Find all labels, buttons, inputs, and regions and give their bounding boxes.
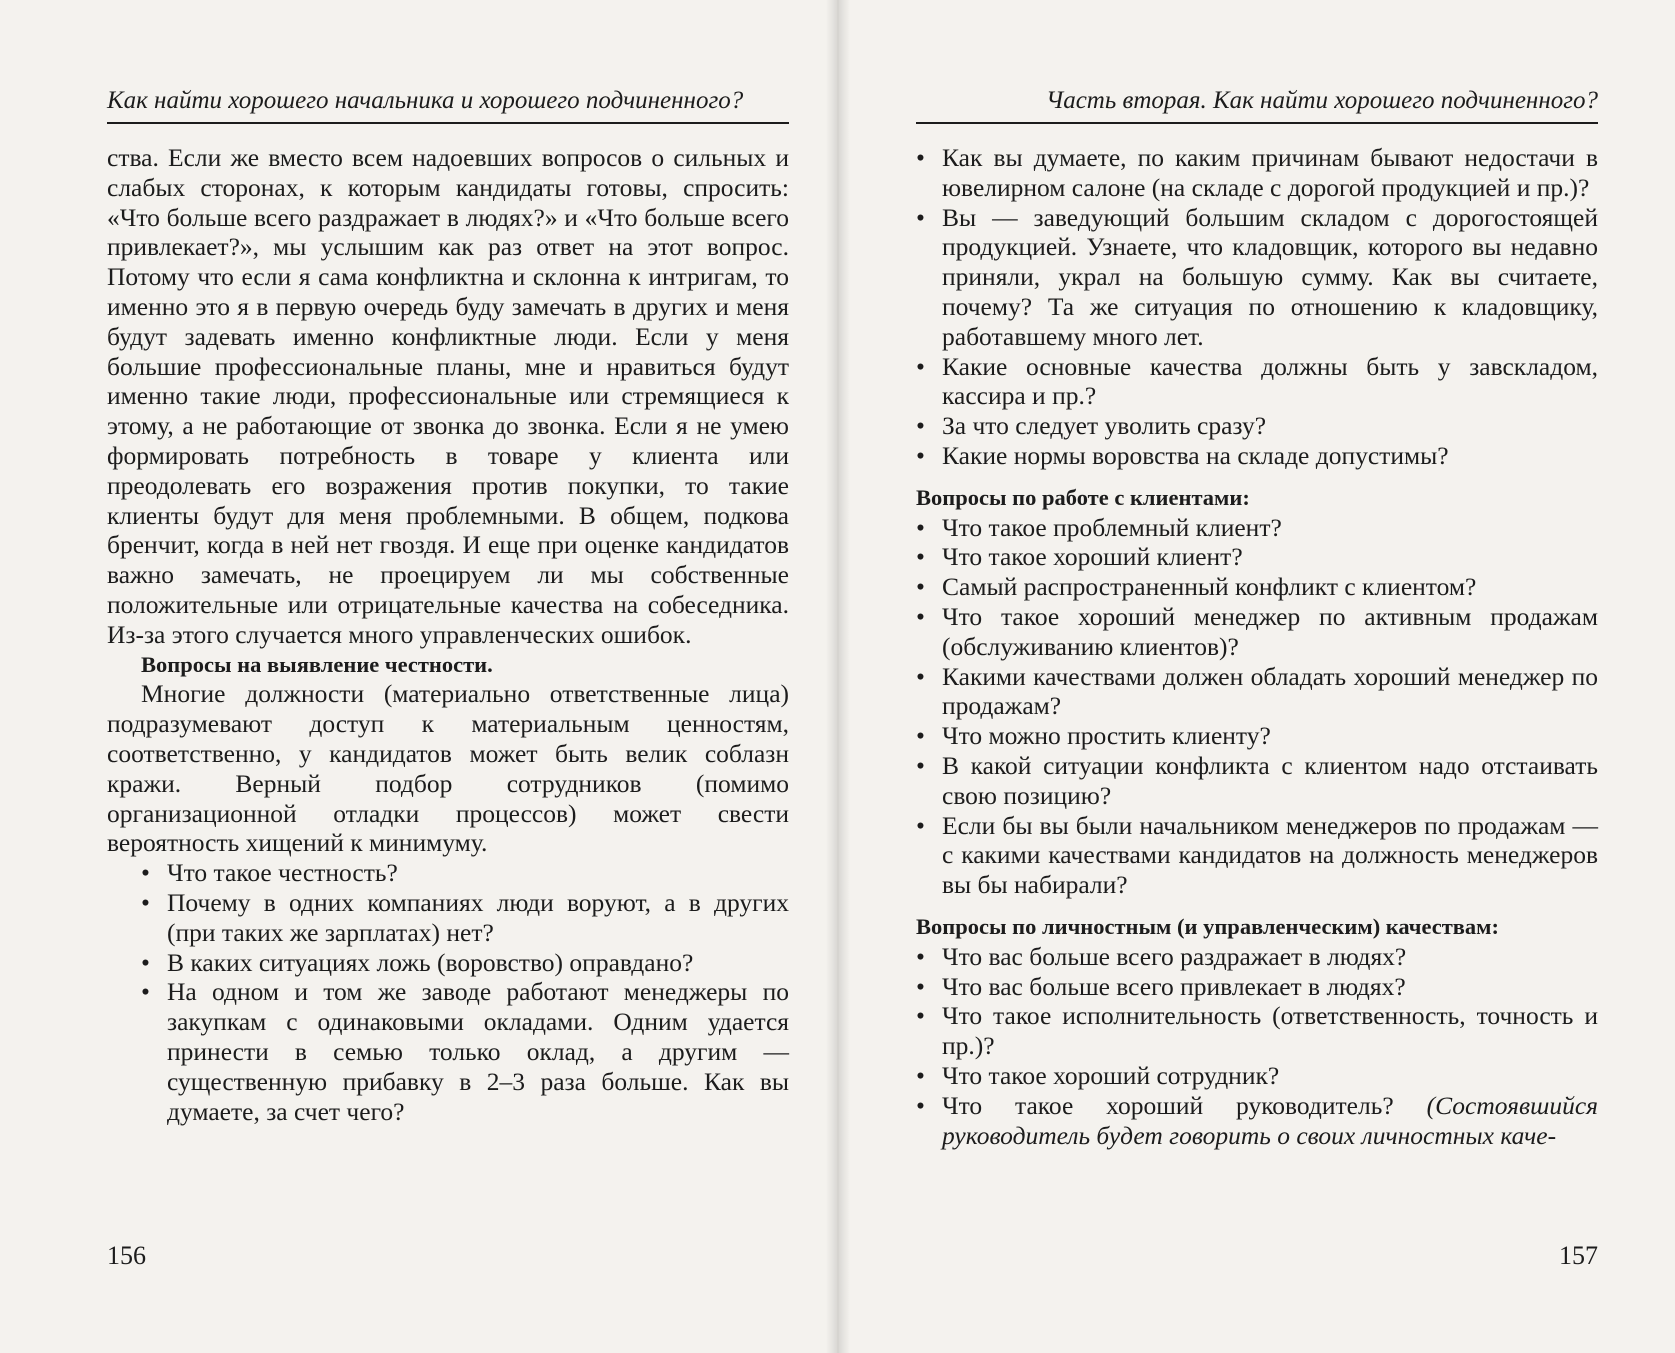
list-item: • Какие основные качества должны быть у завскладом, кассира и пр.? bbox=[916, 352, 1598, 412]
list-item: • На одном и том же заводе работают менеджеры по закупкам с одинаковыми окладами. Одним удается принести в семью только оклад, а другим — существенную прибавку в 2–3 раза больше. Как вы думаете, за счет чего? bbox=[107, 977, 789, 1126]
right-page-body bbox=[916, 143, 1598, 1150]
list-item: • Какие нормы воровства на складе допустимы? bbox=[916, 441, 1598, 471]
list-item: • За что следует уволить сразу? bbox=[916, 411, 1598, 441]
list-item: • Что такое проблемный клиент? bbox=[916, 513, 1598, 543]
list-item: • Почему в одних компаниях люди воруют, а в других (при таких же зарплатах) нет? bbox=[107, 888, 789, 948]
list-item: • Что вас больше всего привлекает в людях? bbox=[916, 972, 1598, 1002]
list-item: • Как вы думаете, по каким причинам бывают недостачи в ювелирном салоне (на складе с дорогой продукцией и пр.)? bbox=[916, 143, 1598, 203]
list-item: • Самый распространенный конфликт с клиентом? bbox=[916, 572, 1598, 602]
list-item: • В каких ситуациях ложь (воровство) оправдано? bbox=[107, 948, 789, 978]
left-bullet-list bbox=[107, 858, 789, 1126]
left-page-number: 156 bbox=[107, 1241, 146, 1270]
last-bullet-text: Что такое хороший руководитель? bbox=[942, 1090, 1427, 1120]
list-item: • Что вас больше всего раздражает в людях? bbox=[916, 942, 1598, 972]
left-subhead-honesty: Вопросы на выявление честности. bbox=[141, 651, 493, 677]
list-item: • Что такое исполнительность (ответственность, точность и пр.)? bbox=[916, 1001, 1598, 1061]
right-subhead-clients: Вопросы по работе с клиентами: bbox=[916, 484, 1250, 510]
right-bullet-list-personal bbox=[916, 942, 1598, 1151]
last-bullet-italic: (Состоявшийся руководитель будет говорить о своих личностных каче- bbox=[942, 1090, 1598, 1150]
left-paragraph-1: ства. Если же вместо всем надоевших вопросов о сильных и слабых сторонах, к которым кандидаты готовы, спросить: «Что больше всего раздражает в людях?» и «Что больше всего привлекает?», мы услышим как раз ответ на этот вопрос. Потому что если я сама конфликтна и склонна к интригам, то именно это я в первую очередь буду замечать в других и меня будут задевать именно конфликтные люди. Если у меня большие профессиональные планы, мне и нравиться будут именно такие люди, профессиональные или стремящиеся к этому, а не работающие от звонка до звонка. Если я не умею формировать потребность в товаре у клиента или преодолевать его возражения против покупки, то такие клиенты будут для меня проблемными. В общем, подкова бренчит, когда в ней нет гвоздя. И еще при оценке кандидатов важно замечать, не проецируем ли мы собственные положительные или отрицательные качества на собеседника. Из-за этого случается много управленческих ошибок. bbox=[107, 143, 789, 649]
list-item bbox=[916, 1091, 1598, 1151]
list-item: • Что можно простить клиенту? bbox=[916, 721, 1598, 751]
book-gutter bbox=[826, 0, 850, 1353]
left-paragraph-2: Многие должности (материально ответственные лица) подразумевают доступ к материальным ценностям, соответственно, у кандидатов может быть велик соблазн кражи. Верный подбор сотрудников (помимо организационной отладки процессов) может свести вероятность хищений к минимуму. bbox=[107, 679, 789, 858]
right-subhead-personal: Вопросы по личностным (и управленческим) качествам: bbox=[916, 913, 1499, 939]
right-bullet-list-clients bbox=[916, 513, 1598, 900]
list-item: • Что такое хороший менеджер по активным продажам (обслуживанию клиентов)? bbox=[916, 602, 1598, 662]
left-page-body bbox=[107, 143, 789, 1126]
right-running-head: Часть вторая. Как найти хорошего подчиненного? bbox=[916, 84, 1598, 124]
list-item: • В какой ситуации конфликта с клиентом надо отстаивать свою позицию? bbox=[916, 751, 1598, 811]
list-item: • Что такое хороший сотрудник? bbox=[916, 1061, 1598, 1091]
list-item: • Вы — заведующий большим складом с дорогостоящей продукцией. Узнаете, что кладовщик, которого вы недавно приняли, украл на большую сумму. Как вы считаете, почему? Та же ситуация по отношению к кладовщику, работавшему много лет. bbox=[916, 203, 1598, 352]
left-page bbox=[107, 0, 789, 1353]
right-page bbox=[916, 0, 1598, 1353]
list-item: • Если бы вы были начальником менеджеров по продажам — с какими качествами кандидатов на должность менеджеров вы бы набирали? bbox=[916, 811, 1598, 900]
right-bullet-list-honesty bbox=[916, 143, 1598, 471]
list-item: • Какими качествами должен обладать хороший менеджер по продажам? bbox=[916, 662, 1598, 722]
right-page-number: 157 bbox=[1559, 1241, 1598, 1270]
list-item: • Что такое хороший клиент? bbox=[916, 542, 1598, 572]
list-item: • Что такое честность? bbox=[107, 858, 789, 888]
left-running-head: Как найти хорошего начальника и хорошего подчиненного? bbox=[107, 84, 789, 124]
